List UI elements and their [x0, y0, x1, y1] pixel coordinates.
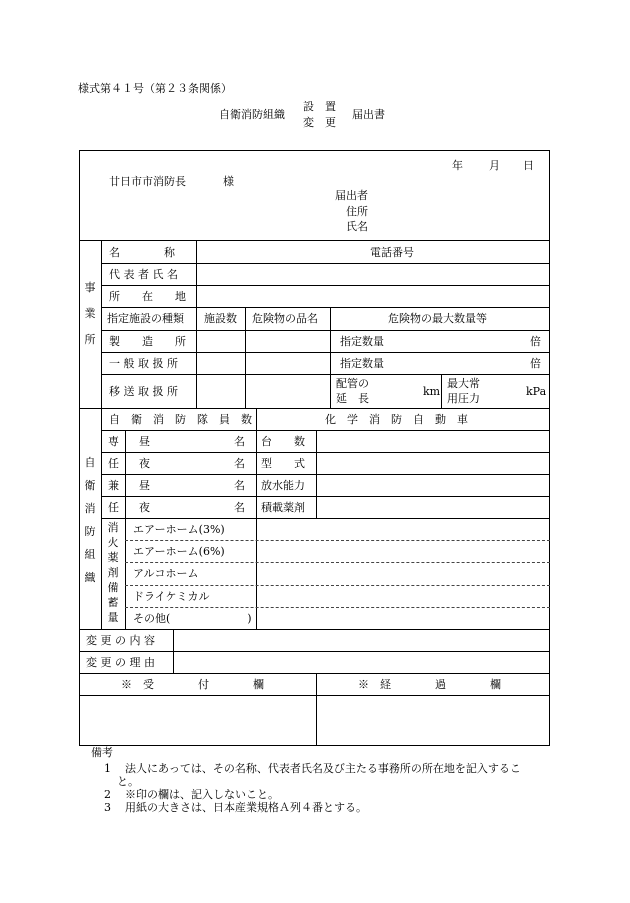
jigyousho-name-label: 名 称 [109, 246, 175, 259]
ken-label-2: 任 [108, 501, 119, 514]
notifier-name: 氏名 [346, 220, 368, 233]
agent-alcohol-foam: アルコホーム [133, 567, 199, 580]
sen-night-unit: 名 [234, 457, 245, 470]
form-number: 様式第４１号（第２３条関係） [78, 82, 232, 95]
truck-model-label: 型 式 [261, 457, 305, 470]
notifier-address: 住所 [346, 205, 368, 218]
pipe-length-top: 配管の [336, 377, 369, 390]
ken-night-unit: 名 [234, 501, 245, 514]
sen-label-2: 任 [108, 457, 119, 470]
progress-column-header: ※ 経 過 欄 [358, 678, 501, 691]
date-day: 日 [523, 159, 534, 172]
change-content-label: 変 更 の 内 容 [86, 634, 155, 647]
row-ippan-unit: 倍 [530, 357, 541, 370]
title-suffix: 届出書 [352, 108, 385, 121]
pressure-bottom: 用圧力 [447, 392, 480, 405]
pipe-length-unit: km [423, 385, 441, 398]
truck-header: 化 学 消 防 自 動 車 [325, 413, 468, 426]
title-option-install: 設 置 [303, 100, 336, 113]
title-prefix: 自衛消防組織 [219, 108, 285, 121]
header-facility-type: 指定施設の種類 [107, 312, 184, 325]
sen-day-unit: 名 [234, 435, 245, 448]
note-2-text: ※印の欄は、記入しないこと。 [125, 788, 279, 801]
note-1-text: 法人にあっては、その名称、代表者氏名及び主たる事務所の所在地を記入するこ [125, 762, 521, 775]
ken-night-label: 夜 [139, 501, 150, 514]
title-option-change: 変 更 [303, 116, 336, 129]
note-1-cont: と。 [117, 775, 139, 788]
pressure-top: 最大常 [447, 377, 480, 390]
jigyousho-location-label: 所 在 地 [109, 290, 186, 303]
header-facility-count: 施設数 [204, 312, 237, 325]
notes-heading: 備考 [91, 746, 113, 759]
note-3-text: 用紙の大きさは、日本産業規格Ａ列４番とする。 [125, 801, 367, 814]
truck-count-label: 台 数 [261, 435, 305, 448]
notifier-label: 届出者 [335, 189, 368, 202]
header-max-qty: 危険物の最大数量等 [388, 312, 487, 325]
header-hazard-item: 危険物の品名 [252, 312, 318, 325]
row-seizousho-label: 製 造 所 [109, 335, 186, 348]
addressee-honorific: 様 [223, 175, 234, 188]
jigyousho-rep-label: 代 表 者 氏 名 [109, 268, 178, 281]
ken-day-unit: 名 [234, 479, 245, 492]
truck-capacity-label: 放水能力 [261, 479, 305, 492]
pressure-unit: kPa [526, 385, 547, 398]
agent-stock-label: 消 火 薬 剤 備 蓄 量 [107, 521, 119, 624]
sen-label-1: 専 [108, 435, 119, 448]
row-ippan-qty: 指定数量 [340, 357, 384, 370]
note-1-number: 1 [104, 762, 111, 775]
members-header: 自 衛 消 防 隊 員 数 [109, 413, 252, 426]
agent-dry-chemical: ドライケミカル [133, 590, 210, 603]
jigyousho-phone-label: 電話番号 [370, 246, 414, 259]
date-year: 年 [452, 159, 463, 172]
jiei-side-label: 自 衛 消 防 組 織 [84, 456, 96, 584]
date-month: 月 [489, 159, 500, 172]
ken-label-1: 兼 [108, 479, 119, 492]
pipe-length-bottom: 延 長 [336, 392, 369, 405]
jigyousho-side-label: 事 業 所 [84, 281, 96, 346]
row-seizousho-unit: 倍 [530, 335, 541, 348]
row-transfer-label: 移 送 取 扱 所 [109, 385, 178, 398]
sen-day-label: 昼 [139, 435, 150, 448]
receipt-column-header: ※ 受 付 欄 [121, 678, 264, 691]
truck-agent-label: 積載薬剤 [261, 501, 305, 514]
row-seizousho-qty: 指定数量 [340, 335, 384, 348]
note-2-number: 2 [104, 788, 111, 801]
change-reason-label: 変 更 の 理 由 [86, 656, 155, 669]
agent-foam-6: エアーホーム(6%) [133, 545, 225, 558]
row-ippan-label: 一 般 取 扱 所 [109, 357, 178, 370]
addressee-name: 廿日市市消防長 [109, 175, 186, 188]
ken-day-label: 昼 [139, 479, 150, 492]
note-3-number: 3 [104, 801, 111, 814]
agent-other: その他( ) [133, 612, 252, 625]
agent-foam-3: エアーホーム(3%) [133, 523, 225, 536]
sen-night-label: 夜 [139, 457, 150, 470]
